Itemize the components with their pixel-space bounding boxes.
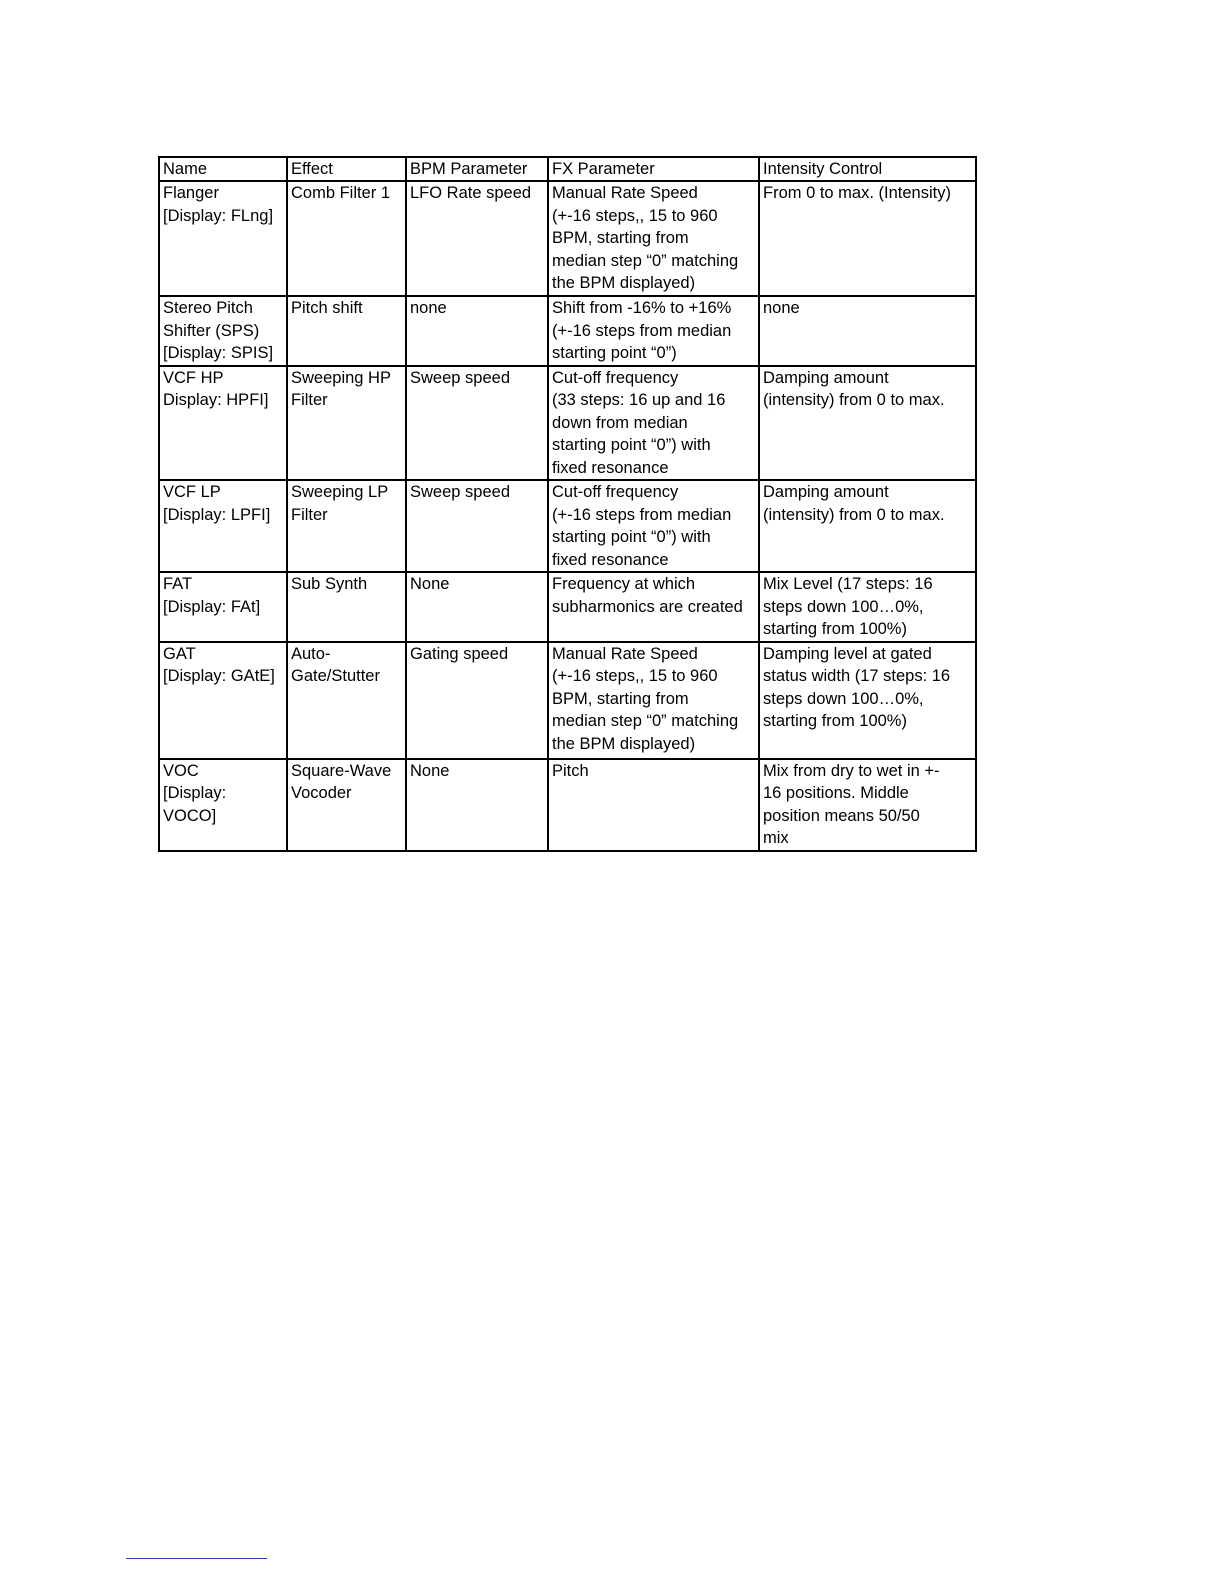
cell-intensity-control: Damping amount (intensity) from 0 to max. [759,480,976,572]
cell-effect: Sweeping LP Filter [287,480,406,572]
cell-bpm-parameter: None [406,759,548,851]
header-effect: Effect [287,157,406,181]
cell-bpm-parameter: LFO Rate speed [406,181,548,296]
cell-bpm-parameter: Sweep speed [406,366,548,481]
cell-fx-parameter: Shift from -16% to +16% (+-16 steps from median starting point “0”) [548,296,759,366]
cell-intensity-control: none [759,296,976,366]
table-row-vcf-hp [159,366,976,481]
cell-bpm-parameter: none [406,296,548,366]
cell-effect: Auto- Gate/Stutter [287,642,406,759]
cell-name: Flanger [Display: FLng] [159,181,287,296]
cell-fx-parameter: Manual Rate Speed (+-16 steps,, 15 to 960 BPM, starting from median step “0” matching the BPM displayed) [548,181,759,296]
cell-effect: Sweeping HP Filter [287,366,406,481]
cell-name: VOC [Display: VOCO] [159,759,287,851]
cell-intensity-control: Mix Level (17 steps: 16 steps down 100…0%, starting from 100%) [759,572,976,642]
table-row-gat [159,642,976,759]
cell-name: VCF LP [Display: LPFI] [159,480,287,572]
cell-fx-parameter: Frequency at which subharmonics are created [548,572,759,642]
cell-name: FAT [Display: FAt] [159,572,287,642]
cell-fx-parameter: Cut-off frequency (33 steps: 16 up and 16 down from median starting point “0”) with fixed resonance [548,366,759,481]
cell-name: GAT [Display: GAtE] [159,642,287,759]
effects-table [158,156,977,852]
cell-intensity-control: Damping amount (intensity) from 0 to max. [759,366,976,481]
table-row-stereo-pitch-shifter [159,296,976,366]
table-row-voc [159,759,976,851]
cell-bpm-parameter: Sweep speed [406,480,548,572]
cell-name: Stereo Pitch Shifter (SPS) [Display: SPIS] [159,296,287,366]
cell-name: VCF HP Display: HPFI] [159,366,287,481]
header-bpm-parameter: BPM Parameter [406,157,548,181]
table-header-row [159,157,976,181]
table-row-fat [159,572,976,642]
cell-bpm-parameter: Gating speed [406,642,548,759]
cell-intensity-control: Mix from dry to wet in +- 16 positions. Middle position means 50/50 mix [759,759,976,851]
header-name: Name [159,157,287,181]
cell-fx-parameter: Cut-off frequency (+-16 steps from median starting point “0”) with fixed resonance [548,480,759,572]
cell-effect: Pitch shift [287,296,406,366]
cell-effect: Sub Synth [287,572,406,642]
header-fx-parameter: FX Parameter [548,157,759,181]
cell-intensity-control: From 0 to max. (Intensity) [759,181,976,296]
footnote-separator-line [126,1558,267,1559]
cell-effect: Comb Filter 1 [287,181,406,296]
cell-bpm-parameter: None [406,572,548,642]
table-row-vcf-lp [159,480,976,572]
cell-effect: Square-Wave Vocoder [287,759,406,851]
table-row-flanger [159,181,976,296]
cell-fx-parameter: Manual Rate Speed (+-16 steps,, 15 to 960 BPM, starting from median step “0” matching the BPM displayed) [548,642,759,759]
cell-fx-parameter: Pitch [548,759,759,851]
cell-intensity-control: Damping level at gated status width (17 steps: 16 steps down 100…0%, starting from 100%) [759,642,976,759]
header-intensity-control: Intensity Control [759,157,976,181]
